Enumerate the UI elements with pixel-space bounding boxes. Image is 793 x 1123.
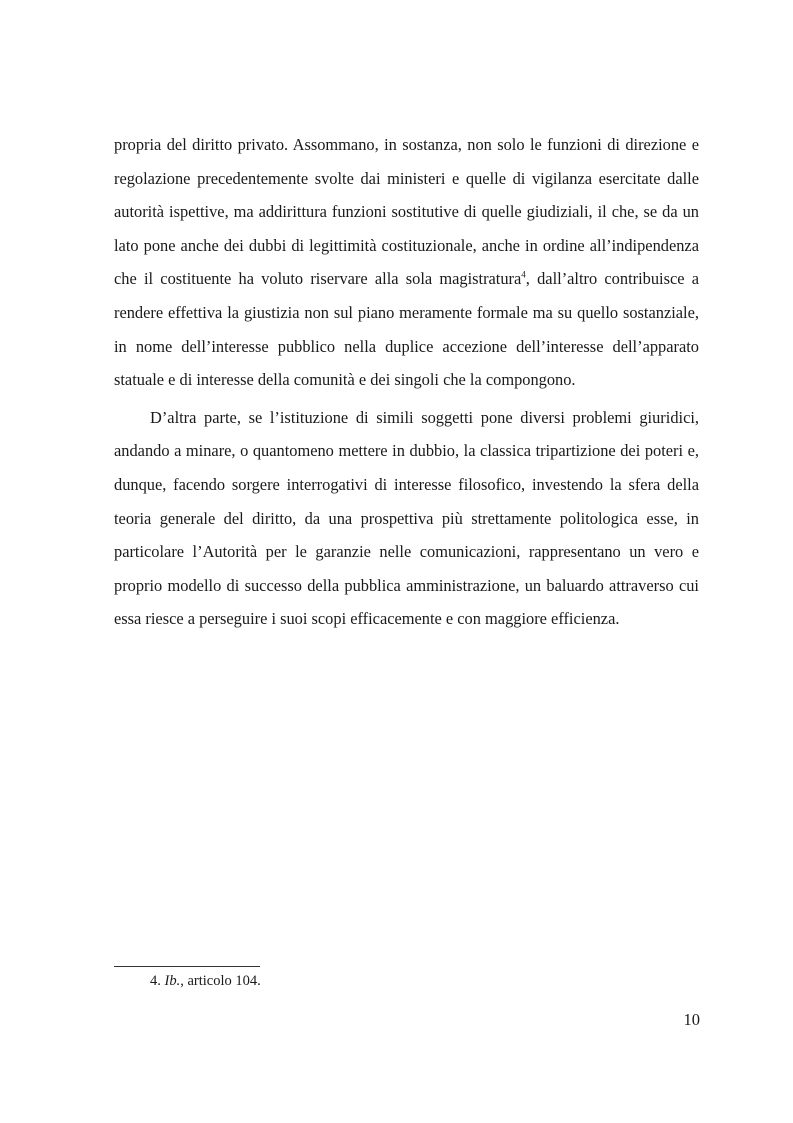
paragraph-1-text: propria del diritto privato. Assommano, in sostanza, non solo le funzioni di direzione e regolazione precedentemente svolte dai ministeri e quelle di vigilanza esercitate dalle autorità ispettive, ma addirittura funzioni sostitutive di quelle giudiziali, il che, se da un lato pone anche dei dubbi di legittimità costituzionale, anche in ordine all’indipendenza che il costituente ha voluto riservare alla sola magistratura xyxy=(114,135,699,289)
paragraph-1 xyxy=(114,128,699,397)
paragraph-2: D’altra parte, se l’istituzione di simili soggetti pone diversi problemi giuridici, andando a minare, o quantomeno mettere in dubbio, la classica tripartizione dei poteri e, dunque, facendo sorgere interrogativi di interesse filosofico, investendo la sfera della teoria generale del diritto, da una prospettiva più strettamente politologica esse, in particolare l’Autorità per le garanzie nelle comunicazioni, rappresentano un vero e proprio modello di successo della pubblica amministrazione, un baluardo attraverso cui essa riesce a perseguire i suoi scopi efficacemente e con maggiore efficienza. xyxy=(114,407,699,629)
footnote-reference-abbrev: Ib. xyxy=(164,973,181,989)
footnote-number: 4. xyxy=(150,973,161,989)
footnote xyxy=(150,972,261,990)
body-text xyxy=(114,128,699,636)
page-number: 10 xyxy=(683,1010,700,1029)
footnote-separator xyxy=(114,966,260,967)
footnote-text: , articolo 104. xyxy=(180,973,261,989)
paragraph-1-continuation: , dall’altro contribuisce a rendere effettiva la giustizia non sul piano meramente formale ma su quello sostanziale, in nome dell’interesse pubblico nella duplice accezione dell’interesse dell’apparato statuale e di interesse della comunità e dei singoli che la compongono. xyxy=(114,269,700,390)
footnote-reference: 4 xyxy=(521,269,526,280)
